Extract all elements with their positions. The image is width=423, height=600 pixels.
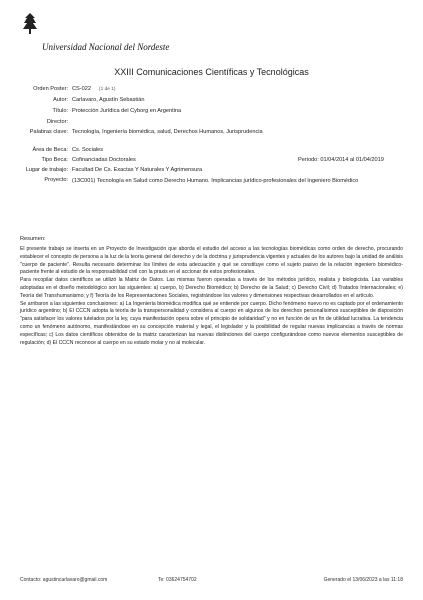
field-label: Orden Poster:: [33, 86, 68, 92]
field-tipo-beca: [0, 157, 423, 167]
resumen-heading: Resumen:: [20, 236, 46, 242]
field-value: CS-022 (1 de 1): [72, 86, 116, 92]
field-orden-poster: [0, 86, 423, 96]
field-lugar-trabajo: [0, 167, 423, 177]
field-value: Tecnología, Ingeniería biomédica, salud, Derechos Humanos, Jurisprudencia: [72, 129, 263, 135]
field-value: Cs. Sociales: [72, 147, 104, 153]
field-value: (13C001) Tecnología en Salud como Derecho Humano. Implicancias jurídico-profesionales del Ingeniero Biomédico: [72, 178, 359, 184]
resumen-body: [20, 246, 403, 347]
footer-contact: Contacto: agustincarlavaro@gmail.com: [20, 577, 108, 583]
field-label: Palabras clave:: [29, 129, 68, 135]
field-value: Protección Jurídica del Cyborg en Argentina: [72, 108, 182, 114]
footer-phone: Te: 03624754702: [158, 577, 197, 583]
field-proyecto: [0, 177, 423, 197]
field-autor: [0, 97, 423, 107]
field-label: Autor:: [53, 97, 68, 103]
field-director: [0, 119, 423, 129]
field-value: Carlavaro, Agustín Sebastián: [72, 97, 145, 103]
field-label: Tipo Beca:: [41, 157, 68, 163]
resumen-paragraph: Para recopilar datos científicos se utilizó la Matriz de Datos. Las mismas fueron operadas a través de los métodos jurídico, realista y biologicista. Las variables adoptadas en el diseño metodológico son las siguientes: a) cuerpo, b) Derecho Biomédico; b) Derecho de la Salud; c) Derecho Civil; d) Tratados Internacionales; e) Teoría del Transhumanismo; y f) Teoría de los Representaciones Sociales, registrándose los valores y dimensiones respectivas desarrollados en el artículo.: [20, 277, 403, 299]
field-area-beca: [0, 147, 423, 157]
field-label: Proyecto:: [44, 177, 68, 183]
field-titulo: [0, 108, 423, 118]
field-value: Cofinanciadas Doctorales: [72, 157, 136, 163]
field-periodo: Periodo: 01/04/2014 al 01/04/2019: [298, 157, 384, 163]
university-name: Universidad Nacional del Nordeste: [42, 42, 170, 52]
field-note: (1 de 1): [98, 87, 116, 92]
field-palabras-clave: [0, 129, 423, 139]
university-logo: [22, 12, 172, 62]
resumen-paragraph: Se arribaron a las siguientes conclusiones: a) La Ingeniería biomédica modifica qué se entiende por cuerpo. Dicho fenómeno nuevo no es captado por el ordenamiento jurídico argentino; b) El CCCN adopta la teoría de la transpersonalidad y considera al cuerpo en algunos de los derechos personalísimos susceptibles de disposición "para satisfacer los valores tutelados por la ley, cuya manifestación opera sobre el principio de solidaridad" y no en función de un fin de utilidad lucrativa. La tendencia como un fenómeno autónomo, manifestándose en su concepción material y legal, el legislador y la posibilidad de regular nuevas implicancias a través de normas específicas; c) Los datos científicos obtenidos de la matriz caracterizan las nuevas distinciones del cuerpo configurándose como nuevos elementos susceptibles de regulación; d) El CCCN reconoce al cuerpo en su estado molar y no al molecular.: [20, 300, 403, 346]
field-label: Director:: [46, 119, 68, 125]
resumen-paragraph: El presente trabajo se inserta en un Proyecto de Investigación que aborda el estudio del acceso a las tecnologías biomédicas como orden de derecho, procurando establecer el concepto de persona a la luz de la teoría general del derecho y de la doctrina y jurisprudencia vigentes y actuales de los autores bajo la unidad de análisis "cuerpo de paciente". Resulta necesario determinar los límites de esta adecuación y qué se constituye como el sujeto pasivo de la relación ingeniero biomédico-paciente frente al estudio de la responsabilidad civil con la praxis en el accionar de estos profesionales.: [20, 246, 403, 276]
footer-generated: Generado el 13/06/2023 a las 11:18: [323, 577, 403, 583]
document-title: XXIII Comunicaciones Científicas y Tecnológicas: [114, 67, 309, 77]
field-label: Título:: [52, 108, 68, 114]
field-label: Lugar de trabajo:: [25, 167, 68, 173]
field-label: Área de Beca:: [32, 147, 68, 153]
university-emblem-icon: [22, 12, 38, 36]
field-value: Facultad De Cs. Exactas Y Naturales Y Agrimensura: [72, 167, 203, 173]
